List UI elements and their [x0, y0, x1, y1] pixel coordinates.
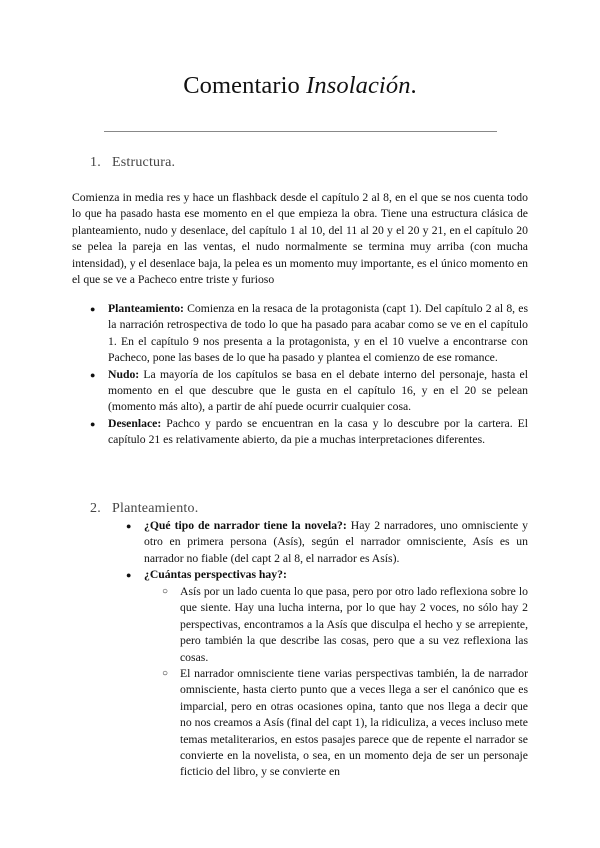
list-item — [72, 416, 528, 449]
list-item — [72, 367, 528, 416]
list-item — [126, 567, 528, 583]
title-end: . — [410, 72, 417, 99]
bullet-text: Comienza en la resaca de la protagonista (capt 1). Del capítulo 2 al 8, es la narración retrospectiva de todo lo que ha pasado para acabar como se ve en el capítulo 1. En el capítulo 9 nos presenta a la protagonista, y en el 10 vuelve a encontrarse con Pacheco, pone las bases de lo que ha pasado y plantea el comienzo de ese romance. — [108, 302, 528, 365]
subpoint-text: Asís por un lado cuenta lo que pasa, pero por otro lado reflexiona sobre lo que siente. Hay una lucha interna, por lo que hay 2 voces, no sólo hay 2 perspectivas, encontramos a la Asís que disculpa el hecho y se arrepiente, pero también la que describe las cosas, pero que a su vez reflexiona las cosas. — [180, 585, 528, 664]
sub-bullet-glyph: ○ — [162, 586, 169, 597]
sub-bullet-glyph: ○ — [162, 668, 169, 680]
bullet-text: Pachco y pardo se encuentran en la casa y lo descubre por la cartera. El capítulo 21 es relativamente abierto, da pie a muchas interpretaciones diferentes. — [108, 416, 528, 447]
section-2-questions — [126, 518, 529, 584]
subpoint-text: El narrador omnisciente tiene varias perspectivas también, la de narrador omnisciente, hasta cierto punto que a veces llega a ser el canónico que es imparcial, pero en otras ocasiones opina, tanto que nos llega a decir que no nos creamos a Asís (final del capt 1), la ridiculiza, a veces incluso mete temas metaliterarios, en estos pasajes parece que de repente el narrador se convierte en la novelista, o sea, en un momento deja de ser un personaje ficticio del libro, y se convierte en — [180, 667, 528, 779]
section-2-number: 2. — [90, 501, 101, 516]
bullet-term: Planteamiento: — [108, 302, 184, 315]
section-1-number: 1. — [90, 155, 101, 170]
list-item — [162, 584, 528, 666]
bullet-term: Nudo: — [108, 367, 140, 381]
section-1-heading — [90, 155, 175, 171]
section-2-subpoints — [162, 584, 528, 781]
question-term: ¿Cuántas perspectivas hay?: — [144, 568, 287, 582]
bullet-term: Desenlace: — [108, 416, 162, 430]
bullet-glyph: ● — [126, 570, 132, 581]
bullet-glyph: ● — [126, 521, 132, 531]
section-1-intro: Comienza in media res y hace un flashback desde el capítulo 2 al 8, en el que se nos cuenta todo lo que ha pasado hasta ese momento en el que empieza la obra. Tiene una estructura clásica de planteamiento, nudo y desenlace, del capítulo 1 al 10, del 11 al 20 y el 20 y 21, en el capítulo 20 se pelea la pareja en las ventas, el nudo normalmente se termina muy arriba (con mucha intensidad), y el desenlace baja, la pelea es un momento muy importante, es el único momento en el que se ve a Pacheco entre triste y furioso — [72, 191, 528, 287]
list-item — [162, 666, 528, 781]
title-divider — [104, 131, 497, 132]
title-main: Comentario — [183, 72, 307, 99]
document-title — [0, 72, 600, 100]
list-item — [126, 518, 529, 567]
title-italic: Insolación — [306, 72, 411, 99]
section-1-bullets — [72, 301, 528, 449]
question-text: Hay 2 narradores, uno omnisciente y otro en primera persona (Asís), según el narrador omnisciente, Asís es un narrador no fiable (del capt 2 al 8, el narrador es Asís). — [144, 519, 529, 565]
section-2-heading — [90, 501, 198, 517]
list-item — [72, 301, 528, 367]
bullet-text: La mayoría de los capítulos se basa en el debate interno del personaje, hasta el momento en el que descubre que le gusta en el capítulo 16, y en el 20 se pelean (momento más alto), a partir de ahí puede ocurrir cualquier cosa. — [108, 367, 528, 414]
section-1-title: Estructura. — [112, 155, 176, 170]
section-2-title: Planteamiento. — [112, 501, 199, 516]
question-term: ¿Qué tipo de narrador tiene la novela?: — [144, 519, 347, 532]
